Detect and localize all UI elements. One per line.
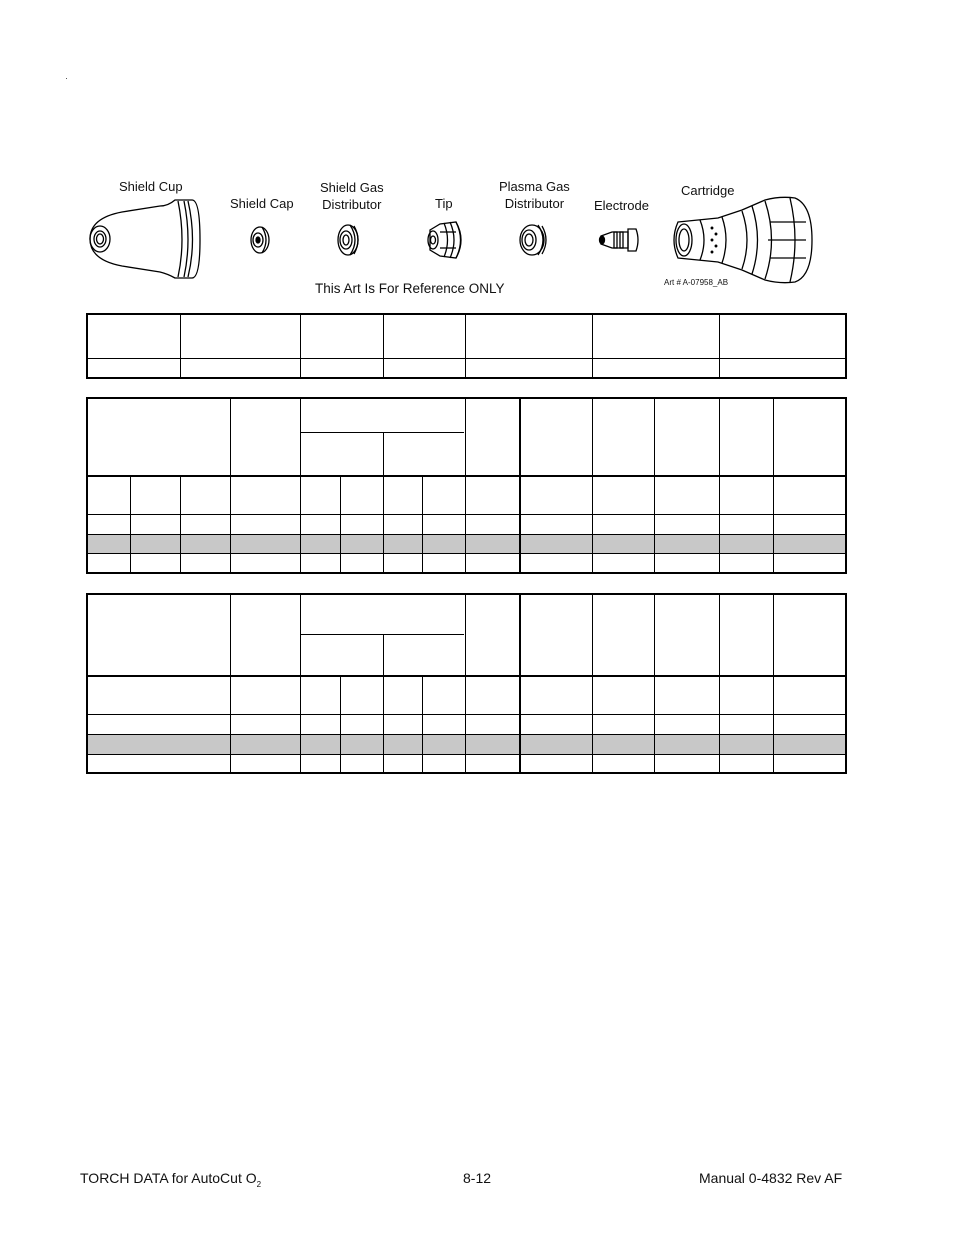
shield-gas-distributor-illustration [338, 225, 358, 255]
shield-gas-distributor-label-line2: Distributor [322, 197, 382, 212]
cut-chart-table-1 [86, 397, 847, 574]
plasma-gas-distributor-label-line1: Plasma Gas [499, 179, 570, 194]
shield-cup-illustration [90, 200, 200, 278]
footer-left-text: TORCH DATA for AutoCut O [80, 1170, 257, 1186]
tip-illustration [428, 222, 461, 258]
cartridge-illustration [674, 197, 812, 282]
torch-parts-illustration [0, 0, 954, 300]
page-number: 8-12 [463, 1170, 492, 1186]
plasma-gas-distributor-label-line2: Distributor [504, 196, 565, 211]
cartridge-label: Cartridge [681, 183, 735, 198]
shield-cup-label: Shield Cup [119, 179, 183, 194]
manual-number: Manual 0-4832 Rev AF [699, 1170, 843, 1186]
tip-label: Tip [435, 196, 453, 211]
electrode-label: Electrode [594, 198, 649, 213]
shield-cap-illustration [251, 227, 269, 253]
footer-left [80, 1170, 261, 1189]
art-id: Art # A-07958_AB [664, 278, 729, 287]
plasma-gas-distributor-illustration [520, 225, 546, 255]
art-reference-note: This Art Is For Reference ONLY [315, 281, 505, 296]
cut-chart-table-2 [86, 593, 847, 774]
electrode-illustration [600, 229, 639, 251]
shield-cap-label: Shield Cap [230, 196, 294, 211]
shield-gas-distributor-label-line1: Shield Gas [320, 180, 384, 195]
footer-left-subscript: 2 [256, 1179, 262, 1189]
consumables-table [86, 313, 847, 379]
